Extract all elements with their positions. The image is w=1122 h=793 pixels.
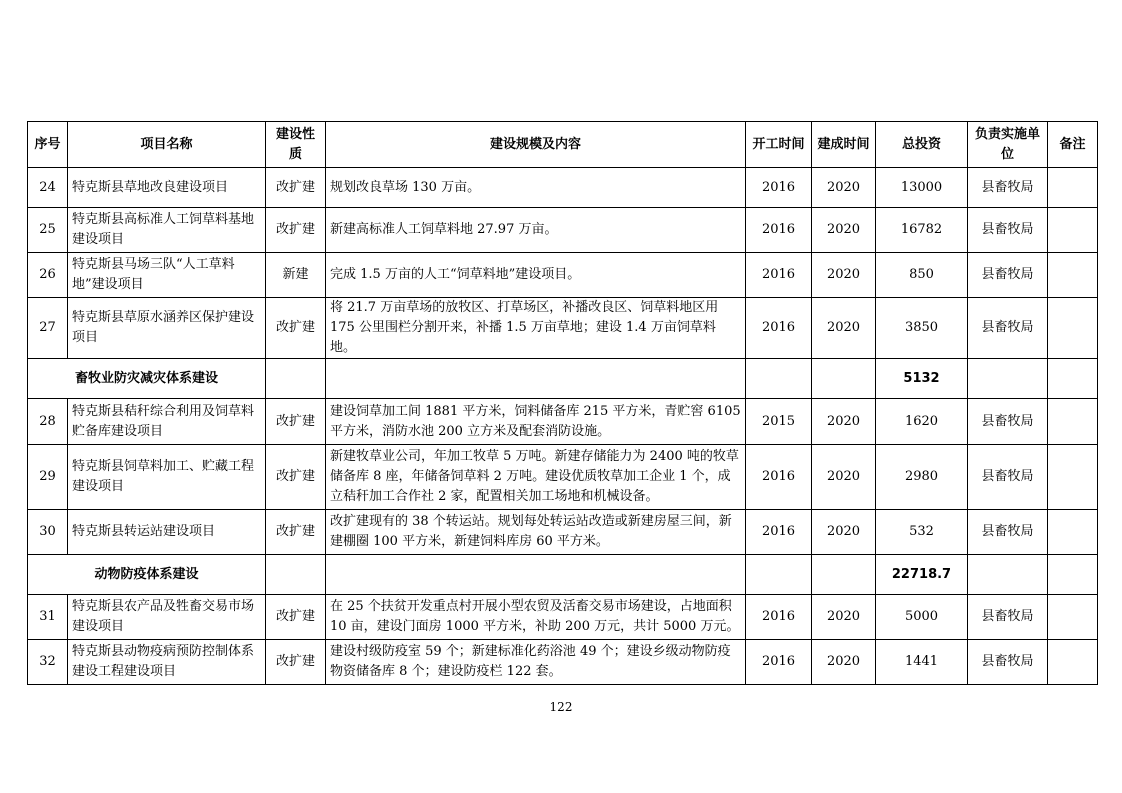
row-content: 改扩建现有的 38 个转运站。规划每处转运站改造或新建房屋三间，新建棚圈 100 平方米，新建饲料库房 60 平方米。	[326, 510, 746, 555]
row-project-name: 特克斯县马场三队“人工草料地”建设项目	[68, 253, 266, 298]
row-nature: 改扩建	[266, 640, 326, 685]
header-remark: 备注	[1048, 122, 1098, 168]
row-nature: 改扩建	[266, 399, 326, 445]
section-total: 5132	[876, 359, 968, 399]
row-start: 2016	[746, 640, 812, 685]
page-number: 122	[549, 700, 573, 714]
row-unit: 县畜牧局	[968, 510, 1048, 555]
table-row	[28, 168, 1098, 208]
row-start: 2016	[746, 298, 812, 359]
table-row	[28, 399, 1098, 445]
section-title: 动物防疫体系建设	[28, 555, 266, 595]
row-end: 2020	[812, 510, 876, 555]
row-unit: 县畜牧局	[968, 298, 1048, 359]
section-empty-cell	[1048, 555, 1098, 595]
row-unit: 县畜牧局	[968, 253, 1048, 298]
row-serial: 28	[28, 399, 68, 445]
table-row	[28, 640, 1098, 685]
row-serial: 29	[28, 445, 68, 510]
row-content: 建设饲草加工间 1881 平方米，饲料储备库 215 平方米，青贮窖 6105 平方米，消防水池 200 立方米及配套消防设施。	[326, 399, 746, 445]
section-row	[28, 555, 1098, 595]
row-nature: 改扩建	[266, 445, 326, 510]
row-investment: 2980	[876, 445, 968, 510]
header-serial: 序号	[28, 122, 68, 168]
row-investment: 1441	[876, 640, 968, 685]
section-row	[28, 359, 1098, 399]
row-unit: 县畜牧局	[968, 445, 1048, 510]
row-end: 2020	[812, 298, 876, 359]
row-serial: 24	[28, 168, 68, 208]
row-start: 2016	[746, 595, 812, 640]
row-nature: 改扩建	[266, 168, 326, 208]
table-row	[28, 510, 1098, 555]
section-total: 22718.7	[876, 555, 968, 595]
row-content: 在 25 个扶贫开发重点村开展小型农贸及活畜交易市场建设，占地面积 10 亩，建设门面房 1000 平方米，补助 200 万元，共计 5000 万元。	[326, 595, 746, 640]
section-empty-cell	[968, 359, 1048, 399]
section-empty-cell	[326, 555, 746, 595]
row-end: 2020	[812, 208, 876, 253]
section-empty-cell	[266, 359, 326, 399]
row-unit: 县畜牧局	[968, 595, 1048, 640]
row-project-name: 特克斯县草地改良建设项目	[68, 168, 266, 208]
section-empty-cell	[266, 555, 326, 595]
row-content: 建设村级防疫室 59 个；新建标准化药浴池 49 个；建设乡级动物防疫物资储备库 8 个；建设防疫栏 122 套。	[326, 640, 746, 685]
row-content: 新建高标准人工饲草料地 27.97 万亩。	[326, 208, 746, 253]
table-row	[28, 253, 1098, 298]
row-investment: 3850	[876, 298, 968, 359]
row-serial: 32	[28, 640, 68, 685]
row-start: 2016	[746, 510, 812, 555]
row-remark	[1048, 298, 1098, 359]
header-unit: 负责实施单位	[968, 122, 1048, 168]
row-project-name: 特克斯县草原水涵养区保护建设项目	[68, 298, 266, 359]
table-row	[28, 208, 1098, 253]
row-end: 2020	[812, 253, 876, 298]
row-start: 2016	[746, 253, 812, 298]
row-remark	[1048, 399, 1098, 445]
row-unit: 县畜牧局	[968, 208, 1048, 253]
header-end: 建成时间	[812, 122, 876, 168]
row-serial: 26	[28, 253, 68, 298]
row-project-name: 特克斯县农产品及牲畜交易市场建设项目	[68, 595, 266, 640]
row-remark	[1048, 595, 1098, 640]
row-unit: 县畜牧局	[968, 168, 1048, 208]
row-remark	[1048, 168, 1098, 208]
row-nature: 新建	[266, 253, 326, 298]
header-project-name: 项目名称	[68, 122, 266, 168]
project-table	[27, 121, 1098, 685]
row-start: 2016	[746, 168, 812, 208]
row-remark	[1048, 640, 1098, 685]
row-end: 2020	[812, 640, 876, 685]
row-investment: 5000	[876, 595, 968, 640]
section-empty-cell	[812, 359, 876, 399]
row-nature: 改扩建	[266, 208, 326, 253]
header-investment: 总投资	[876, 122, 968, 168]
row-investment: 850	[876, 253, 968, 298]
section-empty-cell	[1048, 359, 1098, 399]
row-unit: 县畜牧局	[968, 640, 1048, 685]
row-remark	[1048, 208, 1098, 253]
row-project-name: 特克斯县秸秆综合利用及饲草料贮备库建设项目	[68, 399, 266, 445]
row-investment: 16782	[876, 208, 968, 253]
row-project-name: 特克斯县高标准人工饲草料基地建设项目	[68, 208, 266, 253]
row-content: 新建牧草业公司，年加工牧草 5 万吨。新建存储能力为 2400 吨的牧草储备库 8 座，年储备饲草料 2 万吨。建设优质牧草加工企业 1 个，成立秸秆加工合作社 2 家，配置相关加工场地和机械设备。	[326, 445, 746, 510]
table-row	[28, 595, 1098, 640]
row-nature: 改扩建	[266, 510, 326, 555]
row-project-name: 特克斯县饲草料加工、贮藏工程建设项目	[68, 445, 266, 510]
section-empty-cell	[746, 359, 812, 399]
row-start: 2016	[746, 445, 812, 510]
row-remark	[1048, 510, 1098, 555]
row-content: 完成 1.5 万亩的人工“饲草料地”建设项目。	[326, 253, 746, 298]
section-empty-cell	[326, 359, 746, 399]
row-content: 将 21.7 万亩草场的放牧区、打草场区，补播改良区、饲草料地区用 175 公里围栏分割开来，补播 1.5 万亩草地；建设 1.4 万亩饲草料地。	[326, 298, 746, 359]
table-row	[28, 298, 1098, 359]
section-empty-cell	[746, 555, 812, 595]
row-investment: 1620	[876, 399, 968, 445]
row-start: 2016	[746, 208, 812, 253]
section-empty-cell	[812, 555, 876, 595]
row-start: 2015	[746, 399, 812, 445]
row-unit: 县畜牧局	[968, 399, 1048, 445]
row-nature: 改扩建	[266, 595, 326, 640]
header-start: 开工时间	[746, 122, 812, 168]
row-end: 2020	[812, 445, 876, 510]
row-investment: 532	[876, 510, 968, 555]
row-end: 2020	[812, 168, 876, 208]
row-project-name: 特克斯县转运站建设项目	[68, 510, 266, 555]
row-serial: 25	[28, 208, 68, 253]
header-content: 建设规模及内容	[326, 122, 746, 168]
section-empty-cell	[968, 555, 1048, 595]
table-header-row	[28, 122, 1098, 168]
table-row	[28, 445, 1098, 510]
row-remark	[1048, 445, 1098, 510]
row-end: 2020	[812, 399, 876, 445]
header-nature: 建设性质	[266, 122, 326, 168]
row-remark	[1048, 253, 1098, 298]
section-title: 畜牧业防灾减灾体系建设	[28, 359, 266, 399]
row-serial: 27	[28, 298, 68, 359]
row-content: 规划改良草场 130 万亩。	[326, 168, 746, 208]
row-nature: 改扩建	[266, 298, 326, 359]
row-investment: 13000	[876, 168, 968, 208]
row-serial: 30	[28, 510, 68, 555]
row-serial: 31	[28, 595, 68, 640]
row-project-name: 特克斯县动物疫病预防控制体系建设工程建设项目	[68, 640, 266, 685]
row-end: 2020	[812, 595, 876, 640]
